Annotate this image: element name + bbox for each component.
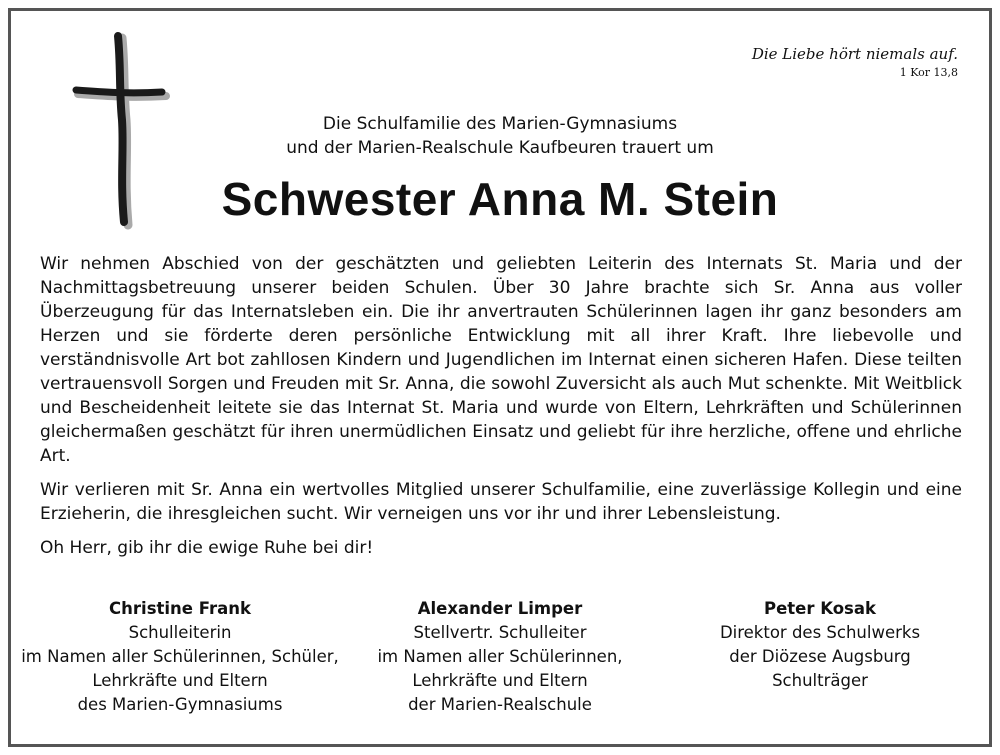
signer-line: des Marien-Gymnasiums [77,695,283,714]
signer-name: Alexander Limper [417,599,583,618]
signer-line: im Namen aller Schülerinnen, [377,647,623,666]
intro-line: und der Marien-Realschule Kaufbeuren trauert um [286,138,714,158]
signer-name: Christine Frank [109,599,251,618]
notice-body [40,252,962,570]
signer-line: Lehrkräfte und Eltern [92,671,268,690]
signature-block [20,597,340,717]
signer-line: im Namen aller Schülerinnen, Schüler, [21,647,339,666]
signer-name: Peter Kosak [763,599,876,618]
intro-text [0,112,1000,160]
intro-line: Die Schulfamilie des Marien-Gymnasiums [322,114,678,134]
signer-line: Lehrkräfte und Eltern [412,671,588,690]
closing-prayer: Oh Herr, gib ihr die ewige Ruhe bei dir! [40,538,374,558]
signer-line: Schulleiterin [128,623,232,642]
signer-line: Schulträger [772,671,868,690]
motto-reference: 1 Kor 13,8 [899,66,958,79]
signer-line: Stellvertr. Schulleiter [413,623,587,642]
deceased-name: Schwester Anna M. Stein [221,173,779,225]
paragraph: Wir nehmen Abschied von der geschätzten und geliebten Leiterin des Internats St. Maria und der Nachmittagsbetreuung unserer beiden Schulen. Über 30 Jahre brachte sich Sr. Anna aus voller Überzeugung für das Internatsleben ein. Die ihr anvertrauten Schülerinnen lagen ihr ganz besonders am Herzen und sie förderte deren persönliche Entwicklung mit all ihrer Kraft. Ihre liebevolle und verständnisvolle Art bot zahllosen Kindern und Jugendlichen im Internat einen sicheren Hafen. Diese teilten vertrauensvoll Sorgen und Freuden mit Sr. Anna, die sowohl Zuversicht als auch Mut schenkte. Mit Weitblick und Bescheidenheit leitete sie das Internat St. Maria und wurde von Eltern, Lehrkräften und Schülerinnen gleichermaßen geschätzt für ihren unermüdlichen Einsatz und geliebt für ihre herzliche, offene und ehrliche Art. [40,254,962,466]
signature-block [340,597,660,717]
signatures [20,597,980,717]
signer-line: der Diözese Augsburg [729,647,911,666]
signer-line: der Marien-Realschule [408,695,592,714]
motto: Die Liebe hört niemals auf. [751,45,958,63]
paragraph: Wir verlieren mit Sr. Anna ein wertvolles Mitglied unserer Schulfamilie, eine zuverlässige Kollegin und eine Erzieherin, die ihresgleichen sucht. Wir verneigen uns vor ihr und ihrer Lebensleistung. [40,480,962,524]
signer-line: Direktor des Schulwerks [719,623,921,642]
signature-block [660,597,980,717]
